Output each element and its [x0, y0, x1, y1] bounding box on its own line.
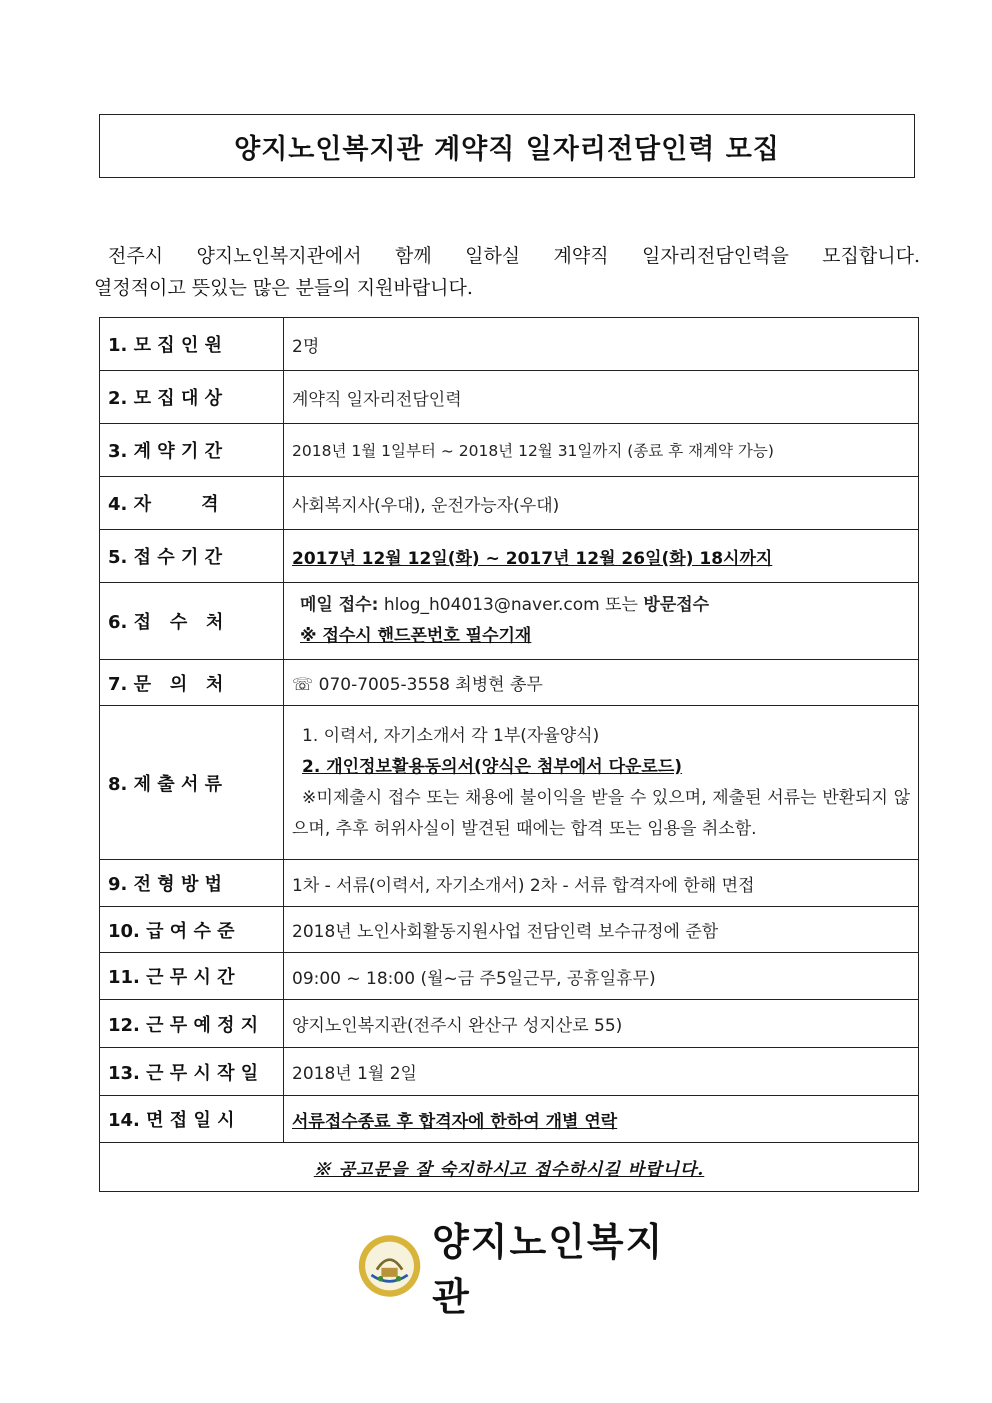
row-value: ☏ 070-7005-3558 최병현 총무 — [284, 660, 919, 706]
row-label: 3. 계 약 기 간 — [100, 424, 284, 477]
row-value: 양지노인복지관(전주시 완산구 성지산로 55) — [284, 1000, 919, 1048]
row-value — [284, 530, 919, 583]
row-value: 2018년 노인사회활동지원사업 전담인력 보수규정에 준함 — [284, 907, 919, 953]
row-label: 10. 급 여 수 준 — [100, 907, 284, 953]
intro-line-2: 열정적이고 뜻있는 많은 분들의 지원바랍니다. — [94, 277, 473, 299]
table-row — [100, 907, 919, 953]
page-title: 양지노인복지관 계약직 일자리전담인력 모집 — [234, 133, 780, 165]
row-label: 7. 문 의 처 — [100, 660, 284, 706]
doc-item-1: 1. 이력서, 자기소개서 각 1부(자율양식) — [302, 725, 600, 746]
row-label: 12. 근 무 예 정 지 — [100, 1000, 284, 1048]
row-value — [284, 1096, 919, 1143]
row-value: 계약직 일자리전담인력 — [284, 371, 919, 424]
row-value — [284, 706, 919, 860]
row-value: 사회복지사(우대), 운전가능자(우대) — [284, 477, 919, 530]
row-label: 6. 접 수 처 — [100, 583, 284, 660]
table-row — [100, 1096, 919, 1143]
visit-text: 방문접수 — [643, 595, 710, 615]
table-row — [100, 953, 919, 1000]
doc-note: ※미제출시 접수 또는 채용에 불이익을 받을 수 있으며, 제출된 서류는 반환되지 않으며, 추후 허위사실이 발견된 때에는 합격 또는 임용을 취소함. — [292, 787, 910, 839]
application-period: 2017년 12월 12일(화) ~ 2017년 12월 26일(화) 18시까지 — [292, 548, 773, 569]
organization-logo — [357, 1218, 677, 1319]
row-value: 2018년 1월 2일 — [284, 1048, 919, 1096]
mail-line — [300, 590, 910, 621]
row-label: 9. 전 형 방 법 — [100, 860, 284, 907]
row-value: 2명 — [284, 318, 919, 371]
intro-line-1: 전주시 양지노인복지관에서 함께 일하실 계약직 일자리전담인력을 모집합니다. — [108, 245, 920, 267]
table-row — [100, 660, 919, 706]
row-label: 13. 근 무 시 작 일 — [100, 1048, 284, 1096]
row-value — [284, 583, 919, 660]
doc-item-2: 2. 개인정보활용동의서(양식은 첨부에서 다운로드) — [302, 756, 683, 777]
row-label: 2. 모 집 대 상 — [100, 371, 284, 424]
row-label: 11. 근 무 시 간 — [100, 953, 284, 1000]
title-box — [99, 114, 915, 178]
logo-name: 양지노인복지관 — [432, 1218, 665, 1319]
row-value: 09:00 ~ 18:00 (월~금 주5일근무, 공휴일휴무) — [284, 953, 919, 1000]
info-table — [99, 317, 919, 1192]
row-label: 4. 자 격 — [100, 477, 284, 530]
table-row — [100, 477, 919, 530]
table-row — [100, 424, 919, 477]
table-row — [100, 860, 919, 907]
table-row — [100, 530, 919, 583]
table-row — [100, 1048, 919, 1096]
welfare-emblem-icon — [357, 1230, 422, 1302]
row-label: 1. 모 집 인 원 — [100, 318, 284, 371]
mail-prefix: 메일 접수: — [300, 595, 379, 615]
table-row — [100, 583, 919, 660]
table-row — [100, 706, 919, 860]
row-value: 2018년 1월 1일부터 ~ 2018년 12월 31일까지 (종료 후 재계약 가능) — [284, 424, 919, 477]
row-value: 1차 - 서류(이력서, 자기소개서) 2차 - 서류 합격자에 한해 면접 — [284, 860, 919, 907]
intro-paragraph — [94, 240, 920, 304]
interview-schedule: 서류접수종료 후 합격자에 한하여 개별 연락 — [292, 1111, 618, 1132]
table-row — [100, 371, 919, 424]
table-row — [100, 318, 919, 371]
row-label: 5. 접 수 기 간 — [100, 530, 284, 583]
table-row — [100, 1000, 919, 1048]
mail-or: 또는 — [605, 595, 638, 615]
mail-address-link[interactable]: hlog_h04013@naver.com — [383, 595, 600, 615]
footer-note: ※ 공고문을 잘 숙지하시고 접수하시길 바랍니다. — [100, 1143, 919, 1192]
row-label: 8. 제 출 서 류 — [100, 706, 284, 860]
table-row — [100, 1143, 919, 1192]
row-label: 14. 면 접 일 시 — [100, 1096, 284, 1143]
phone-required-note: ※ 접수시 핸드폰번호 필수기재 — [300, 626, 532, 646]
